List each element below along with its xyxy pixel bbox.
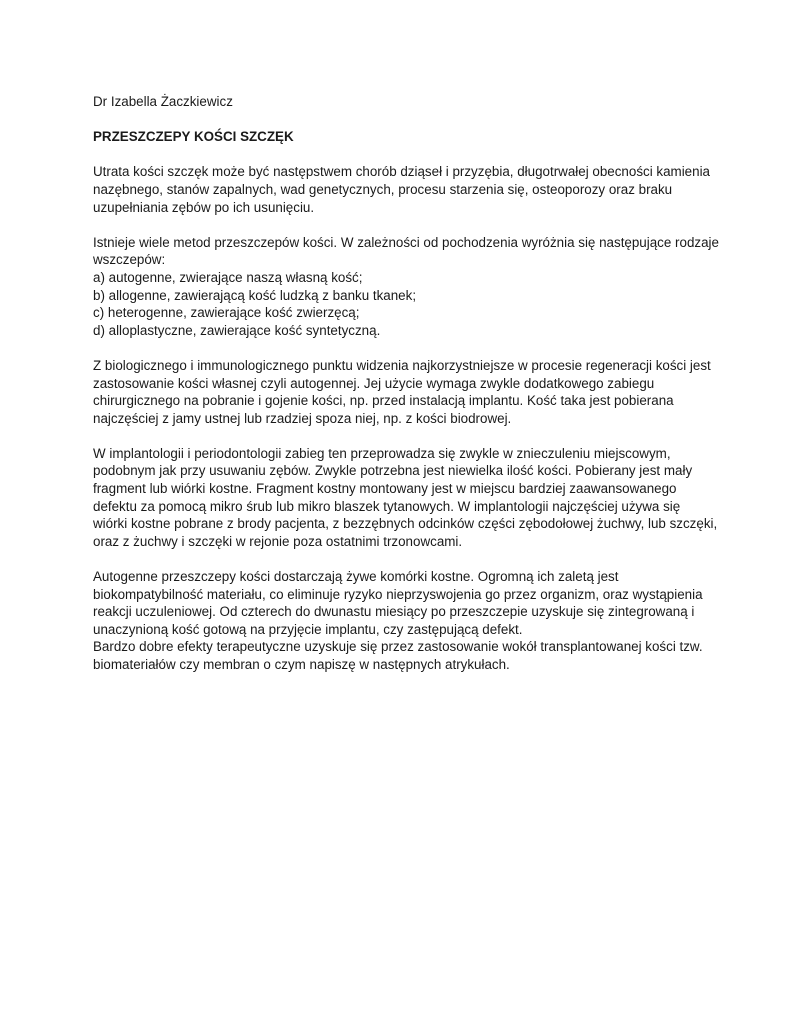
text-line: Istnieje wiele metod przeszczepów kości. W zależności od pochodzenia wyróżnia się następujące rodzaje — [93, 234, 719, 250]
spacer — [93, 111, 713, 129]
text-line: Autogenne przeszczepy kości dostarczają żywe komórki kostne. Ogromną ich zaletą jest — [93, 569, 619, 585]
author-name: Dr Izabella Żaczkiewicz — [93, 94, 233, 109]
text-line: zastosowanie kości własnej czyli autogennej. Jej użycie wymaga zwykle dodatkowego zabiegu — [93, 375, 655, 391]
document-body — [93, 93, 719, 674]
paragraph-2 — [93, 234, 719, 340]
text-line: nazębnego, stanów zapalnych, wad genetycznych, procesu starzenia się, osteoporozy oraz braku — [93, 181, 673, 197]
paragraph-5 — [93, 568, 713, 674]
list-item: a) autogenne, zwierające naszą własną kość; — [93, 269, 363, 285]
paragraph-1 — [93, 163, 713, 216]
text-line: podobnym jak przy usuwaniu zębów. Zwykle potrzebna jest niewielka ilość kości. Pobierany jest mały — [93, 463, 693, 479]
spacer — [93, 427, 713, 445]
text-line: oraz z żuchwy i szczęki w rejonie poza ostatnimi trzonowcami. — [93, 533, 463, 549]
list-item: b) allogenne, zawierającą kość ludzką z banku tkanek; — [93, 287, 417, 303]
document-title: PRZESZCZEPY KOŚCI SZCZĘK — [93, 129, 294, 145]
spacer — [93, 339, 713, 357]
text-line: reakcji uczuleniowej. Od czterech do dwunastu miesiący po przeszczepie uzyskuje się zintegrowaną i — [93, 604, 695, 620]
text-line: chirurgicznego na pobranie i gojenie kości, np. przed instalacją implantu. Kość taka jest pobierana — [93, 393, 674, 409]
paragraph-3 — [93, 357, 713, 427]
text-line: uzupełniania zębów po ich usunięciu. — [93, 199, 315, 215]
spacer — [93, 216, 713, 234]
text-line: Z biologicznego i immunologicznego punktu widzenia najkorzystniejsze w procesie regeneracji kości jest — [93, 357, 711, 373]
text-line: fragment lub wiórki kostne. Fragment kostny montowany jest w miejscu bardziej zaawansowanego — [93, 481, 677, 497]
text-line: biomateriałów czy membran o czym napiszę w następnych atrykułach. — [93, 657, 510, 672]
paragraph-4 — [93, 445, 718, 551]
text-line: Bardzo dobre efekty terapeutyczne uzyskuje się przez zastosowanie wokół transplantowanej kości tzw. — [93, 639, 703, 655]
text-line: Utrata kości szczęk może być następstwem chorób dziąseł i przyzębia, długotrwałej obecności kamienia — [93, 164, 710, 180]
text-line: wszczepów: — [93, 252, 166, 268]
text-line: unaczynioną kość gotową na przyjęcie implantu, czy zastępującą defekt. — [93, 621, 523, 637]
spacer — [93, 146, 713, 164]
list-item: c) heterogenne, zawierające kość zwierzęcą; — [93, 305, 360, 321]
text-line: W implantologii i periodontologii zabieg ten przeprowadza się zwykle w znieczuleniu miejscowym, — [93, 445, 671, 461]
text-line: biokompatybilność materiału, co eliminuje ryzyko nieprzyswojenia go przez organizm, oraz wystąpienia — [93, 586, 703, 602]
spacer — [93, 550, 713, 568]
text-line: wiórki kostne pobrane z brody pacjenta, z bezzębnych odcinków części zębodołowej żuchwy, lub szczęki, — [93, 516, 718, 532]
text-line: defektu za pomocą mikro śrub lub mikro blaszek tytanowych. W implantologii najczęściej używa się — [93, 498, 681, 514]
text-line: najczęściej z jamy ustnej lub rzadziej spoza niej, np. z kości biodrowej. — [93, 410, 512, 426]
list-item: d) alloplastyczne, zawierające kość syntetyczną. — [93, 322, 381, 338]
